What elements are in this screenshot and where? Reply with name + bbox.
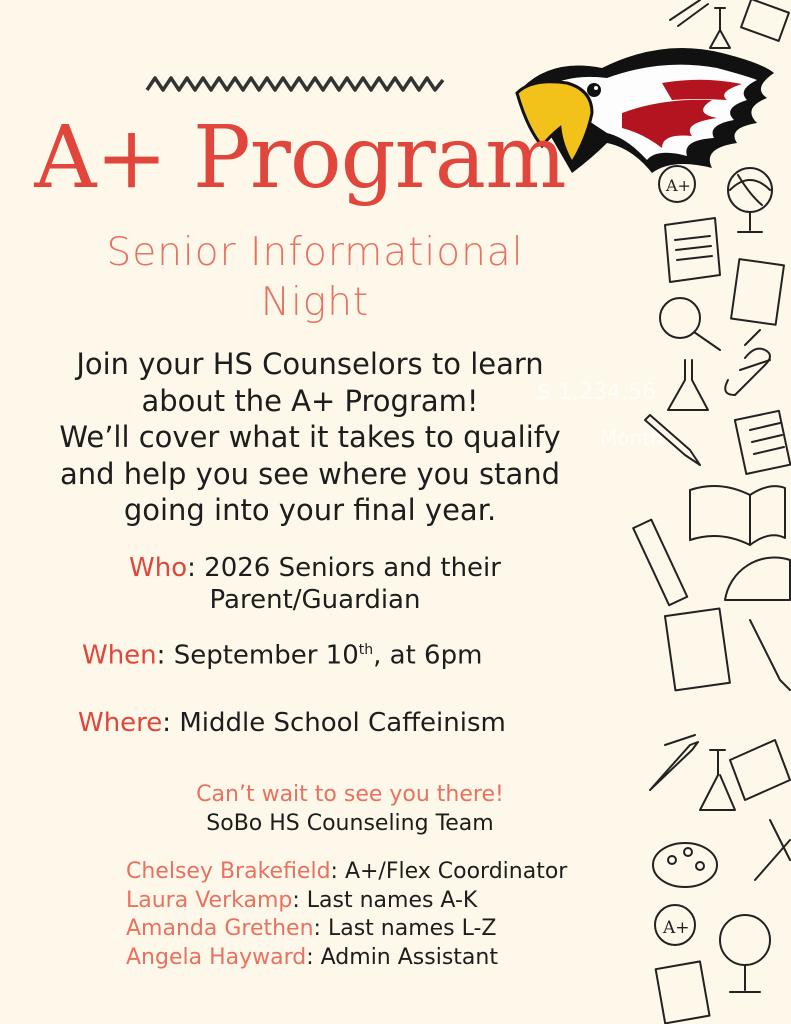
when-date-suffix: th	[358, 642, 374, 658]
description-line: and help you see where you stand	[59, 456, 561, 491]
contact-role: : Last names A-K	[292, 887, 478, 913]
event-subtitle	[40, 228, 590, 328]
contact-name: Chelsey Brakefield	[126, 859, 331, 884]
where-text: : Middle School Caffeinism	[162, 708, 506, 738]
squiggle-divider	[145, 68, 445, 98]
description-line: going into your final year.	[123, 493, 497, 527]
contact-role: : A+/Flex Coordinator	[330, 859, 568, 884]
description-line: about the A+ Program!	[141, 383, 479, 418]
contact-name: Laura Verkamp	[126, 887, 293, 913]
contact-role: : Admin Assistant	[306, 944, 498, 970]
contact-item	[126, 915, 626, 944]
who-text: : 2026 Seniors and their	[187, 553, 501, 583]
watermark-label: Month	[600, 426, 663, 450]
who-text-line2: Parent/Guardian	[209, 585, 421, 615]
closing-line: Can’t wait to see you there!	[196, 782, 504, 807]
when-date: : September 10	[156, 640, 359, 671]
contact-name: Amanda Grethen	[126, 916, 314, 941]
where-detail	[78, 707, 558, 739]
contact-item	[126, 858, 626, 887]
when-label: When	[82, 640, 157, 671]
contact-list	[126, 858, 626, 972]
subtitle-line: Night	[260, 280, 370, 325]
who-detail	[90, 552, 540, 616]
description-line: We’ll cover what it takes to qualify	[59, 420, 561, 454]
contact-role: : Last names L-Z	[313, 916, 497, 941]
when-time: , at 6pm	[373, 640, 483, 671]
subtitle-line: Senior Informational	[106, 230, 524, 275]
program-title: A+ Program	[34, 108, 566, 208]
contact-item	[126, 944, 626, 973]
doodle-badge-text: A+	[666, 176, 691, 195]
who-label: Who	[129, 553, 188, 583]
watermark-amount: $ 1,234.56	[537, 380, 656, 405]
contact-item	[126, 887, 626, 916]
team-signature: SoBo HS Counseling Team	[206, 811, 494, 836]
when-detail	[82, 634, 562, 672]
closing-message	[150, 780, 550, 838]
event-description	[20, 346, 600, 529]
where-label: Where	[78, 708, 163, 738]
contact-name: Angela Hayward	[126, 944, 307, 970]
description-line: Join your HS Counselors to learn	[76, 347, 544, 381]
doodle-badge-text-lower: A+	[663, 918, 690, 938]
